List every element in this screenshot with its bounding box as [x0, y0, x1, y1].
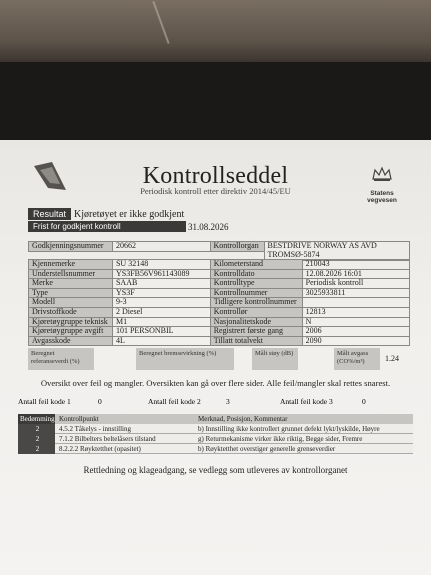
measurements-row: [28, 348, 410, 370]
table-row: [18, 444, 413, 454]
crown-icon: [371, 165, 393, 183]
header-point: Kontrollpunkt: [55, 414, 194, 424]
info-value: 210043: [302, 260, 409, 270]
info-value: N: [302, 317, 409, 327]
result-row: [28, 208, 410, 220]
info-value: [302, 298, 409, 308]
info-label: Kontrollnummer: [210, 288, 302, 298]
info-label: Understellsnummer: [29, 269, 113, 279]
info-value: 12.08.2026 16:01: [302, 269, 409, 279]
defect-point: 7.1.2 Bilbelters beltelåsers tilstand: [55, 434, 194, 444]
background-floor: [0, 0, 431, 70]
header-remark: Merknad, Posisjon, Kommentar: [194, 414, 413, 424]
info-label: Nasjonalitetskode: [210, 317, 302, 327]
info-value: 12813: [302, 307, 409, 317]
info-value: 2006: [302, 327, 409, 337]
deadline-row: [28, 221, 410, 232]
info-value: M1: [112, 317, 210, 327]
header-grade: Bedømming: [20, 415, 55, 423]
info-label: Kontrollør: [210, 307, 302, 317]
defect-point: 4.5.2 Tåkelys - innstilling: [55, 424, 194, 434]
defect-grade: 2: [18, 444, 55, 454]
background-dark-surface: [0, 62, 431, 142]
reference-value-label: Beregnet referanseverdi (%): [28, 348, 94, 370]
agency-name: Statens vegvesen: [367, 190, 397, 204]
count-1-label: Antall feil kode 1: [18, 397, 71, 406]
info-label: Registrert første gang: [210, 327, 302, 337]
defects-table: [18, 414, 413, 454]
org-value: BESTDRIVE NORWAY AS AVD TROMSØ-5874: [264, 242, 410, 261]
deadline-label: Frist for godkjent kontroll: [28, 221, 186, 232]
info-value: 2 Diesel: [112, 307, 210, 317]
info-value: 4L: [112, 336, 210, 346]
org-label: Kontrollorgan: [210, 242, 264, 252]
document-title: Kontrollseddel: [142, 163, 289, 189]
info-label: Modell: [29, 298, 113, 308]
result-label: Resultat: [28, 208, 71, 220]
count-3-label: Antall feil kode 3: [280, 397, 333, 406]
exhaust-label: Målt avgass (CO%/m³): [334, 348, 380, 370]
count-3-value: 0: [362, 397, 366, 406]
agency-logo: [358, 165, 406, 204]
info-label: Type: [29, 288, 113, 298]
info-value: 2090: [302, 336, 409, 346]
count-2-value: 3: [226, 397, 230, 406]
info-value: 3025933811: [302, 288, 409, 298]
vehicle-details-table: [28, 259, 410, 346]
info-label: Avgasskode: [29, 336, 113, 346]
deadline-value: 31.08.2026: [188, 221, 229, 232]
info-value: 9-3: [112, 298, 210, 308]
info-label: Kjøretøygruppe avgift: [29, 327, 113, 337]
defect-remark: b) Innstilling ikke kontrollert grunnet defekt lykt/lyskilde, Høyre: [194, 424, 413, 434]
info-label: Kjennemerke: [29, 260, 113, 270]
brake-effect-label: Beregnet bremsevirkning (%): [136, 348, 234, 370]
info-value: SAAB: [112, 279, 210, 289]
overview-note: Oversikt over feil og mangler. Oversikten kan gå over flere sider. Alle feil/mangler skal rettes snarest.: [40, 378, 391, 388]
info-value: Periodisk kontroll: [302, 279, 409, 289]
info-value: YS3F: [112, 288, 210, 298]
defect-grade: 2: [18, 424, 55, 434]
exhaust-value: 1.24: [385, 354, 399, 363]
table-row: [18, 424, 413, 434]
defect-count-row: [18, 396, 413, 407]
footer-note: Rettledning og klageadgang, se vedlegg som utleveres av kontrollorganet: [83, 465, 348, 475]
defect-grade: 2: [18, 434, 55, 444]
defects-header: [18, 414, 413, 424]
approval-no-value: 20662: [112, 242, 210, 252]
info-value: YS3FB56V961143089: [112, 269, 210, 279]
info-label: Kjøretøygruppe teknisk: [29, 317, 113, 327]
info-label: Kilometerstand: [210, 260, 302, 270]
noise-label: Målt støy (dB): [252, 348, 298, 370]
info-label: Kontrolltype: [210, 279, 302, 289]
info-label: Tidligere kontrollnummer: [210, 298, 302, 308]
table-row: [18, 434, 413, 444]
count-2-label: Antall feil kode 2: [148, 397, 201, 406]
info-label: Tillatt totalvekt: [210, 336, 302, 346]
vehicle-info-table: [28, 241, 410, 261]
info-value: 101 PERSONBIL: [112, 327, 210, 337]
defect-remark: g) Returmekanisme virker ikke riktig, Begge sider, Fremre: [194, 434, 413, 444]
info-label: Merke: [29, 279, 113, 289]
defect-point: 8.2.2.2 Røyktetthet (opasitet): [55, 444, 194, 454]
document-subtitle: Periodisk kontroll etter direktiv 2014/45/EU: [140, 186, 291, 196]
count-1-value: 0: [98, 397, 102, 406]
approval-no-label: Godkjenningsnummer: [29, 242, 113, 252]
result-value: Kjøretøyet er ikke godkjent: [74, 208, 185, 220]
info-value: SU 32148: [112, 260, 210, 270]
defect-remark: b) Røyktetthet overstiger generelle grenseverdier: [194, 444, 413, 454]
info-label: Drivstoffkode: [29, 307, 113, 317]
info-label: Kontrolldato: [210, 269, 302, 279]
